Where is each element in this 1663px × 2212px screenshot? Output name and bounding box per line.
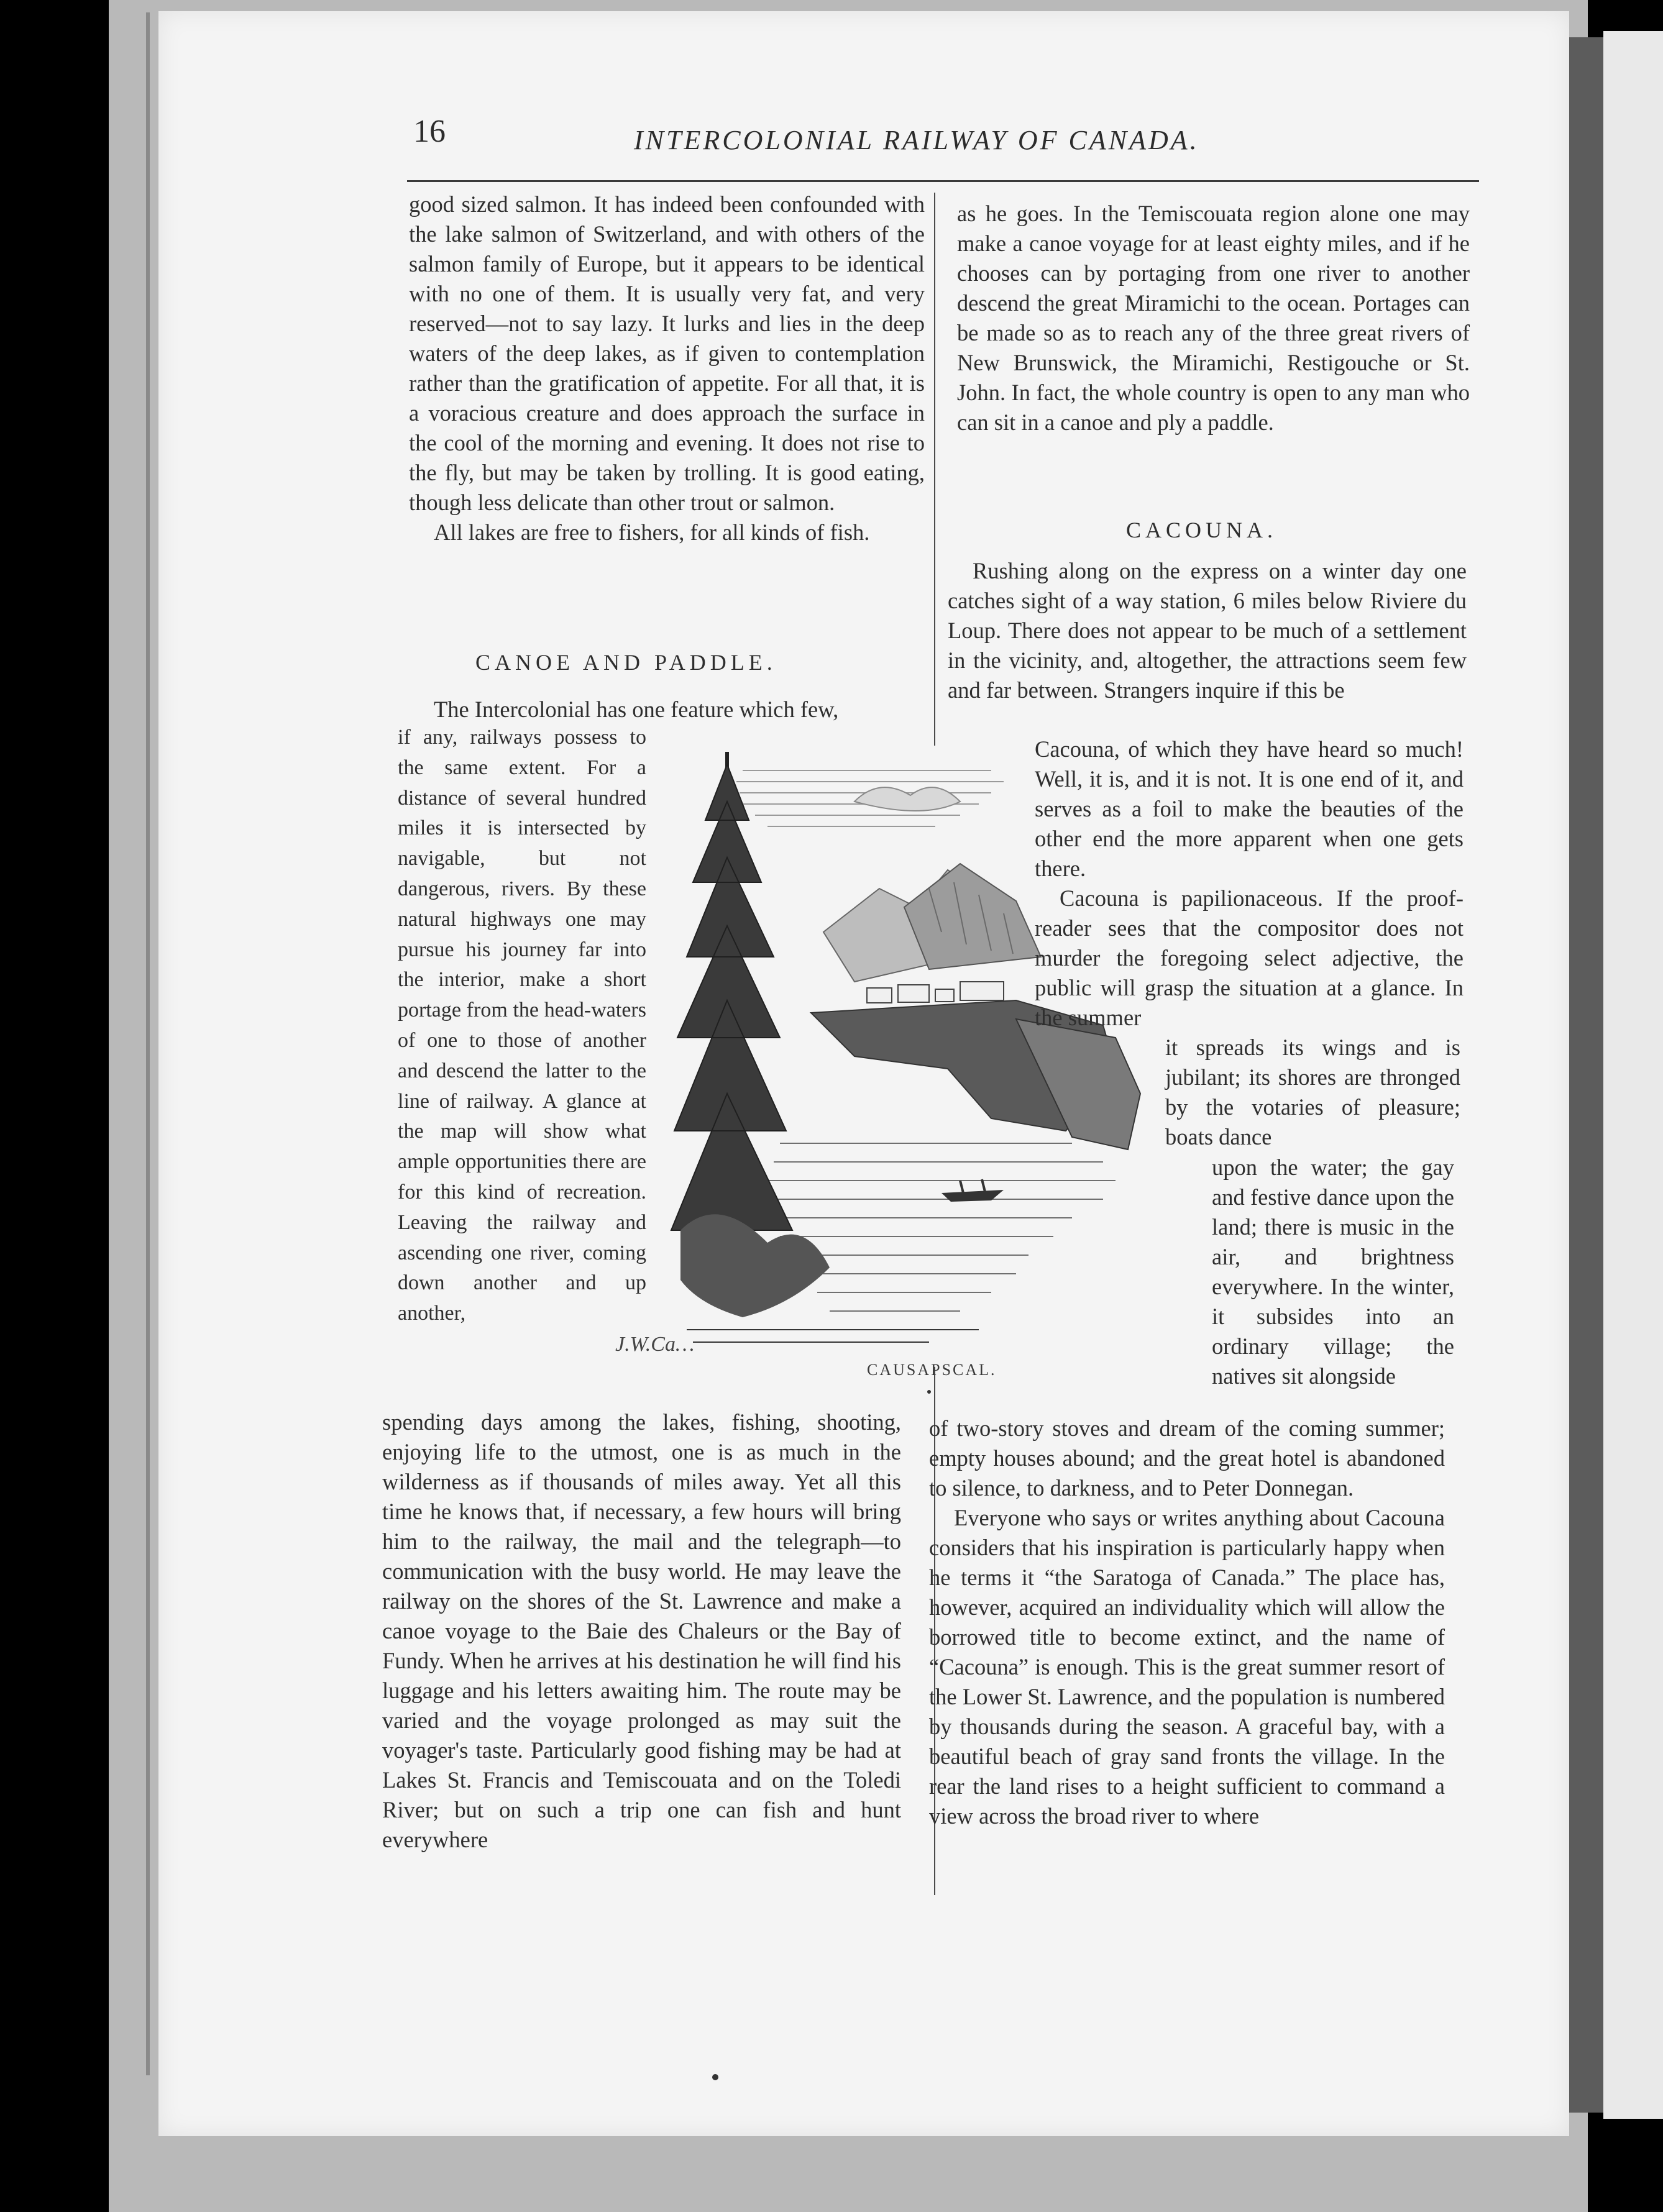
page-dot <box>927 1390 931 1394</box>
canoe-continued-paragraph: as he goes. In the Temiscouata region alone one may make a canoe voyage for at least eighty miles, and if he chooses can by portaging from one river to another descend the great Miramichi to the ocean. Portages can be made so as to reach any of the three great rivers of New Brunswick, the Miramichi, Restigouche or St. John. In fact, the whole country is open to any man who can sit in a canoe and ply a paddle. <box>957 201 1470 435</box>
canoe-first-line: The Intercolonial has one feature which few, <box>434 697 839 722</box>
page-number: 16 <box>413 114 446 149</box>
page-edge-line <box>146 12 150 2075</box>
engraver-signature: J.W.Ca… <box>615 1333 695 1356</box>
right-column-bottom <box>929 1414 1445 1831</box>
cacouna-wrapped-2: it spreads its wings and is jubilant; its shores are thronged by the votaries of pleasure; boats dance <box>1165 1035 1460 1149</box>
left-column-top <box>409 190 925 547</box>
running-head: INTERCOLONIAL RAILWAY OF CANADA. <box>634 125 1199 155</box>
canoe-heading: CANOE AND PADDLE. <box>475 650 777 675</box>
cacouna-paragraph: Rushing along on the express on a winter day one catches sight of a way station, 6 miles below Riviere du Loup. There does not appear to be much of a settlement in the vicinity, and, altogether, the attractions seem few and far between. Strangers inquire if this be <box>948 558 1467 703</box>
saratoga-paragraph: Everyone who says or writes anything about Cacouna considers that his inspiration is particularly happy when he terms it “the Saratoga of Canada.” The place has, however, acquired an individuality which will allow the borrowed title to become extinct, and the name of “Cacouna” is enough. This is the great summer resort of the Lower St. Lawrence, and the population is numbered by thousands during the season. A graceful bay, with a beautiful beach of gray sand fronts the village. In the rear the land rises to a height sufficient to command a view across the broad river to where <box>929 1505 1445 1829</box>
page-dot <box>712 2074 718 2080</box>
illustration-caption: CAUSAPSCAL. <box>867 1361 997 1379</box>
canoe-continued-text: spending days among the lakes, fishing, shooting, enjoying life to the utmost, one is as much in the wilderness as if thousands of miles away. Yet all this time he knows that, if necessary, a few hours will bring him to the railway, the mail and the telegraph—to communication with the busy world. He may leave the railway on the shores of the St. Lawrence and make a canoe voyage to the Baie des Chaleurs or the Bay of Fundy. When he arrives at his destination he will find his luggage and his letters awaiting him. The route may be varied and the voyage prolonged as may suit the voyager's taste. Particularly good fishing may be had at Lakes St. Francis and Temiscouata and on the Toledi River; but on such a trip one can fish and hunt everywhere <box>382 1409 901 1852</box>
cacouna-wrapped-3: upon the water; the gay and festive dance upon the land; there is music in the air, and brightness everywhere. In the winter, it subsides into an ordinary village; the natives sit alongside <box>1212 1154 1454 1389</box>
gutter-shadow <box>1569 37 1603 2113</box>
papilionaceous-paragraph: Cacouna is papilionaceous. If the proof-reader sees that the compositor does not murder the foregoing select adjective, the public will grasp the situation at a glance. In the summer <box>1035 885 1464 1030</box>
canoe-wrapped-text: if any, railways possess to the same extent. For a distance of several hundred miles it is intersected by navigable, but not dangerous, rivers. By these natural highways one may pursue his journey far into the interior, make a short portage from the head-waters of one to those of another and descend the latter to the line of railway. A glance at the map will show what ample opportunities there are for this kind of recreation. Leaving the railway and ascending one river, coming down another and up another, <box>398 726 646 1325</box>
cacouna-wrapped-1: Cacouna, of which they have heard so much! Well, it is, and it is not. It is one end of it, and serves as a foil to make the beauties of the other end the more apparent when one gets there. Cacouna is papilionaceous. If the proof-reader sees that the compositor does not murder the foregoing select adjective, the public will grasp the situation at a glance. In the summer <box>1035 734 1464 1033</box>
facing-page-edge <box>1603 31 1663 2119</box>
cacouna-heading: CACOUNA. <box>1126 518 1278 542</box>
winter-paragraph: of two-story stoves and dream of the coming summer; empty houses abound; and the great hotel is abandoned to silence, to darkness, and to Peter Donnegan. <box>929 1415 1445 1501</box>
lakes-paragraph: All lakes are free to fishers, for all kinds of fish. <box>434 519 870 545</box>
header-rule <box>407 180 1479 182</box>
right-column-top <box>957 199 1470 437</box>
salmon-paragraph: good sized salmon. It has indeed been confounded with the lake salmon of Switzerland, and with others of the salmon family of Europe, but it appears to be identical with no one of them. It is usually very fat, and very reserved—not to say lazy. It lurks and lies in the deep waters of the deep lakes, as if given to contemplation rather than the gratification of appetite. For all that, it is a voracious creature and does approach the surface in the cool of the morning and evening. It does not rise to the fly, but may be taken by trolling. It is good eating, though less delicate than other trout or salmon. <box>409 191 925 515</box>
